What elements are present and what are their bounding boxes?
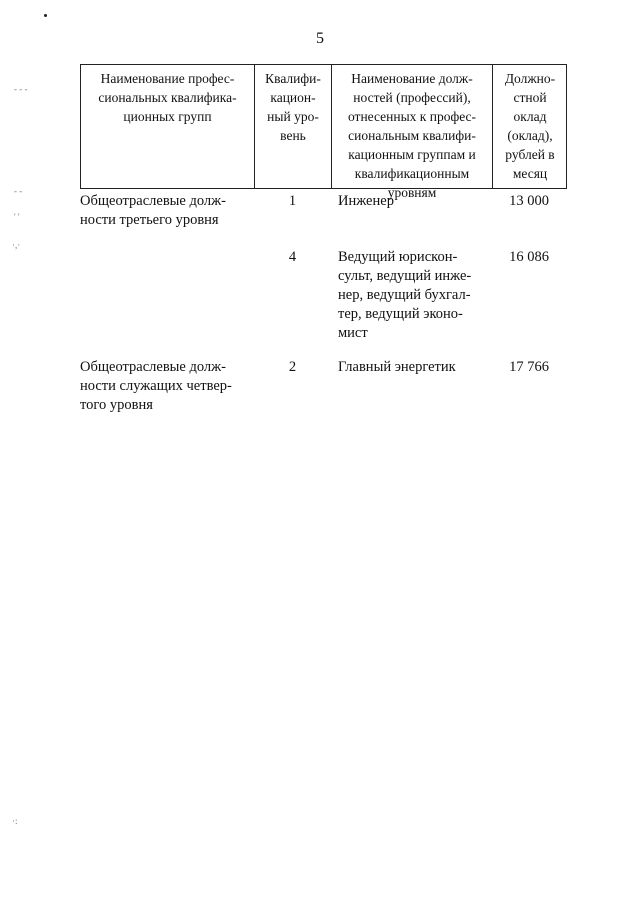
header-qualification-level: Квалифи- кацион- ный уро- вень [255,65,332,188]
salary-cell: 17 766 [509,359,549,375]
header-salary: Должно- стной оклад (оклад), рублей в месяц [504,71,556,181]
table-header [80,64,567,200]
header-position-names: Наименование долж- ностей (профессий), отнесенных к профес- сиональным квалифи- кационным группам и квалификационным уровням [332,65,493,188]
salary-cell: 13 000 [509,193,549,209]
scan-mark: - - [14,186,23,196]
page-number: 5 [316,30,324,47]
scan-speck [44,14,47,17]
position-cell: Инженер [338,193,394,209]
scan-mark: ·,· [12,240,21,250]
salary-cell: 16 086 [509,249,549,265]
position-cell: Ведущий юрискон- сульт, ведущий инже- нер, ведущий бухгал- тер, ведущий эконо- мист [338,249,472,341]
level-cell: 2 [288,359,297,375]
position-cell: Главный энергетик [338,359,456,375]
group-name-cell: Общеотраслевые долж- ности служащих четвер- того уровня [80,359,232,413]
header-group-name: Наименование профес- сиональных квалифика- ционных групп [81,65,255,188]
level-cell: 1 [288,193,297,209]
level-cell: 4 [288,249,297,265]
scan-mark: ·: [12,816,18,826]
scan-mark: ' ' [14,212,20,222]
scan-mark: - - - [14,84,28,94]
positions-table [80,64,567,413]
group-name-cell: Общеотраслевые долж- ности третьего уровня [80,193,226,228]
